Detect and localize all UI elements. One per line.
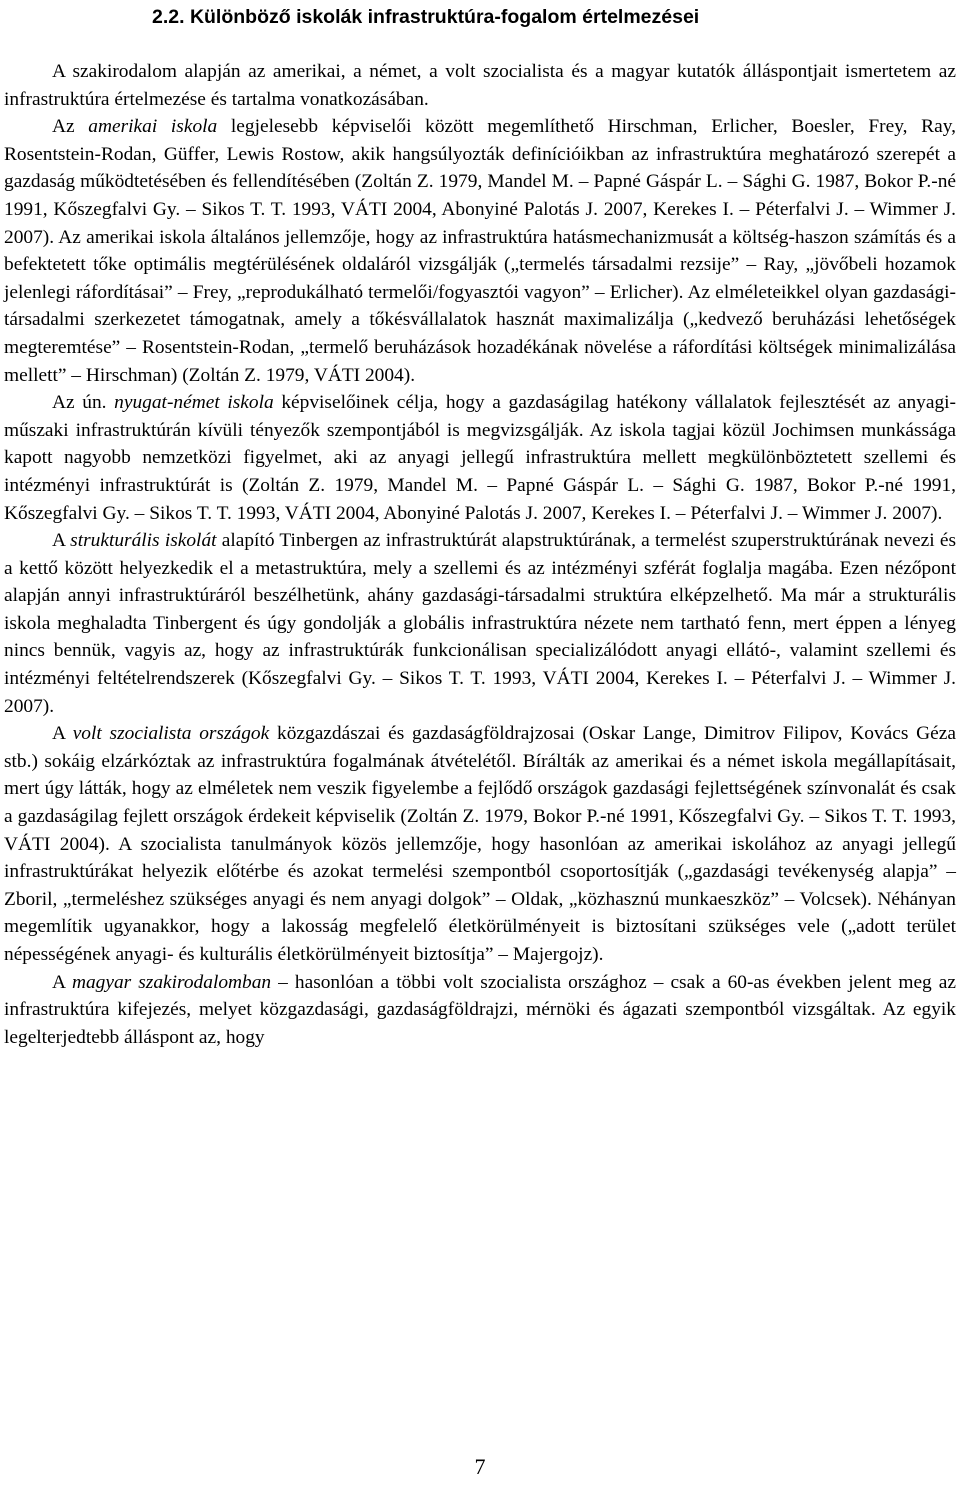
paragraph-intro: [4, 58, 956, 113]
paragraph-structural-school: [4, 527, 956, 720]
body-text: [4, 58, 956, 1051]
text-segment: Az: [52, 116, 89, 138]
text-segment: képviselőinek célja, hogy a gazdaságilag hatékony vállalatok fejlesztését az anyagi-műszaki infrastruktúrán kívüli tényezők szempontjából is megvizsgálják. Az iskola tagjai közül Jochimsen munkássága kapott nagyobb nemzetközi figyelmet, aki az anyagi jellegű infrastruktúra mellett megkülönböztetett szellemi és intézményi infrastruktúrát is (Zoltán Z. 1979, Mandel M. – Papné Gáspár L. – Sághi G. 1987, Bokor P.-né 1991, Kőszegfalvi Gy. – Sikos T. T. 1993, VÁTI 2004, Abonyiné Palotás J. 2007, Kerekes I. – Péterfalvi J. – Wimmer J. 2007).: [4, 392, 956, 524]
text-segment: alapító Tinbergen az infrastruktúrát alapstruktúrának, a termelést szuperstruktúrának nevezi és a kettő között helyezkedik el a metastruktúra, mely a szellemi és az intézményi szférát foglalja magába. Ezen nézőpont alapján annyi infrastruktúráról beszélhetünk, ahány gazdasági-társadalmi struktúra elképzelhető. Ma már a strukturális iskola meghaladta Tinbergent és úgy gondolják a globális infrastruktúra nézete nem tartható fenn, mert éppen a lényeg nincs bennük, vagyis az, hogy az infrastruktúrák funkcionálisan specializálódott anyagi ellátó-, valamint szellemi és intézményi feltételrendszerek (Kőszegfalvi Gy. – Sikos T. T. 1993, VÁTI 2004, Kerekes I. – Péterfalvi J. – Wimmer J. 2007).: [4, 530, 957, 717]
text-segment: – hasonlóan a többi volt szocialista országhoz – csak a 60-as években jelent meg az infrastruktúra kifejezés, melyet közgazdasági, gazdaságföldrajzi, mérnöki és ágazati szempontból vizsgáltak. Az egyik legelterjedtebb álláspont az, hogy: [4, 971, 956, 1048]
italic-term: amerikai iskola: [88, 116, 218, 138]
paragraph-socialist-countries: [4, 720, 956, 968]
paragraph-hungarian-literature: [4, 969, 956, 1052]
page-number: 7: [474, 1454, 486, 1479]
text-segment: legjelesebb képviselői között megemlíthető Hirschman, Erlicher, Boesler, Frey, Ray, Rosentstein-Rodan, Güffer, Lewis Rostow, akik hangsúlyozták definícióikban az infrastruktúra meghatározó szerepét a gazdaság működtetésében és fellendítésében (Zoltán Z. 1979, Mandel M. – Papné Gáspár L. – Sághi G. 1987, Bokor P.-né 1991, Kőszegfalvi Gy. – Sikos T. T. 1993, VÁTI 2004, Abonyiné Palotás J. 2007, Kerekes I. – Péterfalvi J. – Wimmer J. 2007). Az amerikai iskola általános jellemzője, hogy az infrastruktúra hatásmechanizmusát a költség-haszon számítás és a befektetett tőke optimális megtérülésének oldaláról vizsgálják („termelés társadalmi rezsije” – Ray, „jövőbeli hozamok jelenlegi ráfordításai” – Frey, „reprodukálható termelői/fogyasztói vagyon” – Erlicher). Az elméleteikkel olyan gazdasági-társadalmi szerkezetet támogatnak, amely a tőkésvállalatok hasznát maximalizálja („kedvező beruházási lehetőségek megteremtése” – Rosentstein-Rodan, „termelő beruházások hozadékának növelése a ráfordítási költségek minimalizálása mellett” – Hirschman) (Zoltán Z. 1979, VÁTI 2004).: [4, 116, 956, 386]
italic-term: volt szocialista országok: [72, 723, 270, 745]
text-segment: A: [52, 971, 72, 993]
paragraph-west-german-school: [4, 389, 956, 527]
text-segment: Az ún.: [52, 392, 115, 414]
section-heading: 2.2. Különböző iskolák infrastruktúra-fogalom értelmezései: [152, 6, 700, 28]
text-segment: A szakirodalom alapján az amerikai, a német, a volt szocialista és a magyar kutatók álláspontjait ismertetem az infrastruktúra értelmezése és tartalma vonatkozásában.: [4, 61, 956, 110]
text-segment: A: [52, 530, 71, 552]
text-segment: közgazdászai és gazdaságföldrajzosai (Oskar Lange, Dimitrov Filipov, Kovács Géza stb.) sokáig elzárkóztak az infrastruktúra fogalmának átvételétől. Bírálták az amerikai és a német iskola megállapításait, mert úgy látták, hogy az elméletek nem veszik figyelembe a fejlődő országok gazdasági fejlettségének színvonalát és csak a gazdaságilag fejlett országok érdekeit képviselik (Zoltán Z. 1979, Bokor P.-né 1991, Kőszegfalvi Gy. – Sikos T. T. 1993, VÁTI 2004). A szocialista tanulmányok közös jellemzője, hogy hasonlóan az amerikai iskolához az anyagi jellegű infrastruktúrákat helyezik előtérbe és azokat termelési szempontból csoportosítják („gazdasági tevékenység alapja” – Zboril, „termeléshez szükséges anyagi és nem anyagi dolgok” – Oldak, „közhasznú munkaeszköz” – Volcsek). Néhányan megemlítik ugyanakkor, hogy a lakosság megfelelő életkörülményeit is biztosítani szükséges vele („adott terület népességének anyagi- és kulturális életkörülményeit biztosítja” – Majergojz).: [4, 723, 956, 965]
italic-term: magyar szakirodalomban: [71, 971, 272, 993]
italic-term: strukturális iskolát: [70, 530, 217, 552]
paragraph-american-school: [4, 113, 956, 389]
text-segment: A: [52, 723, 73, 745]
italic-term: nyugat-német iskola: [114, 392, 274, 414]
